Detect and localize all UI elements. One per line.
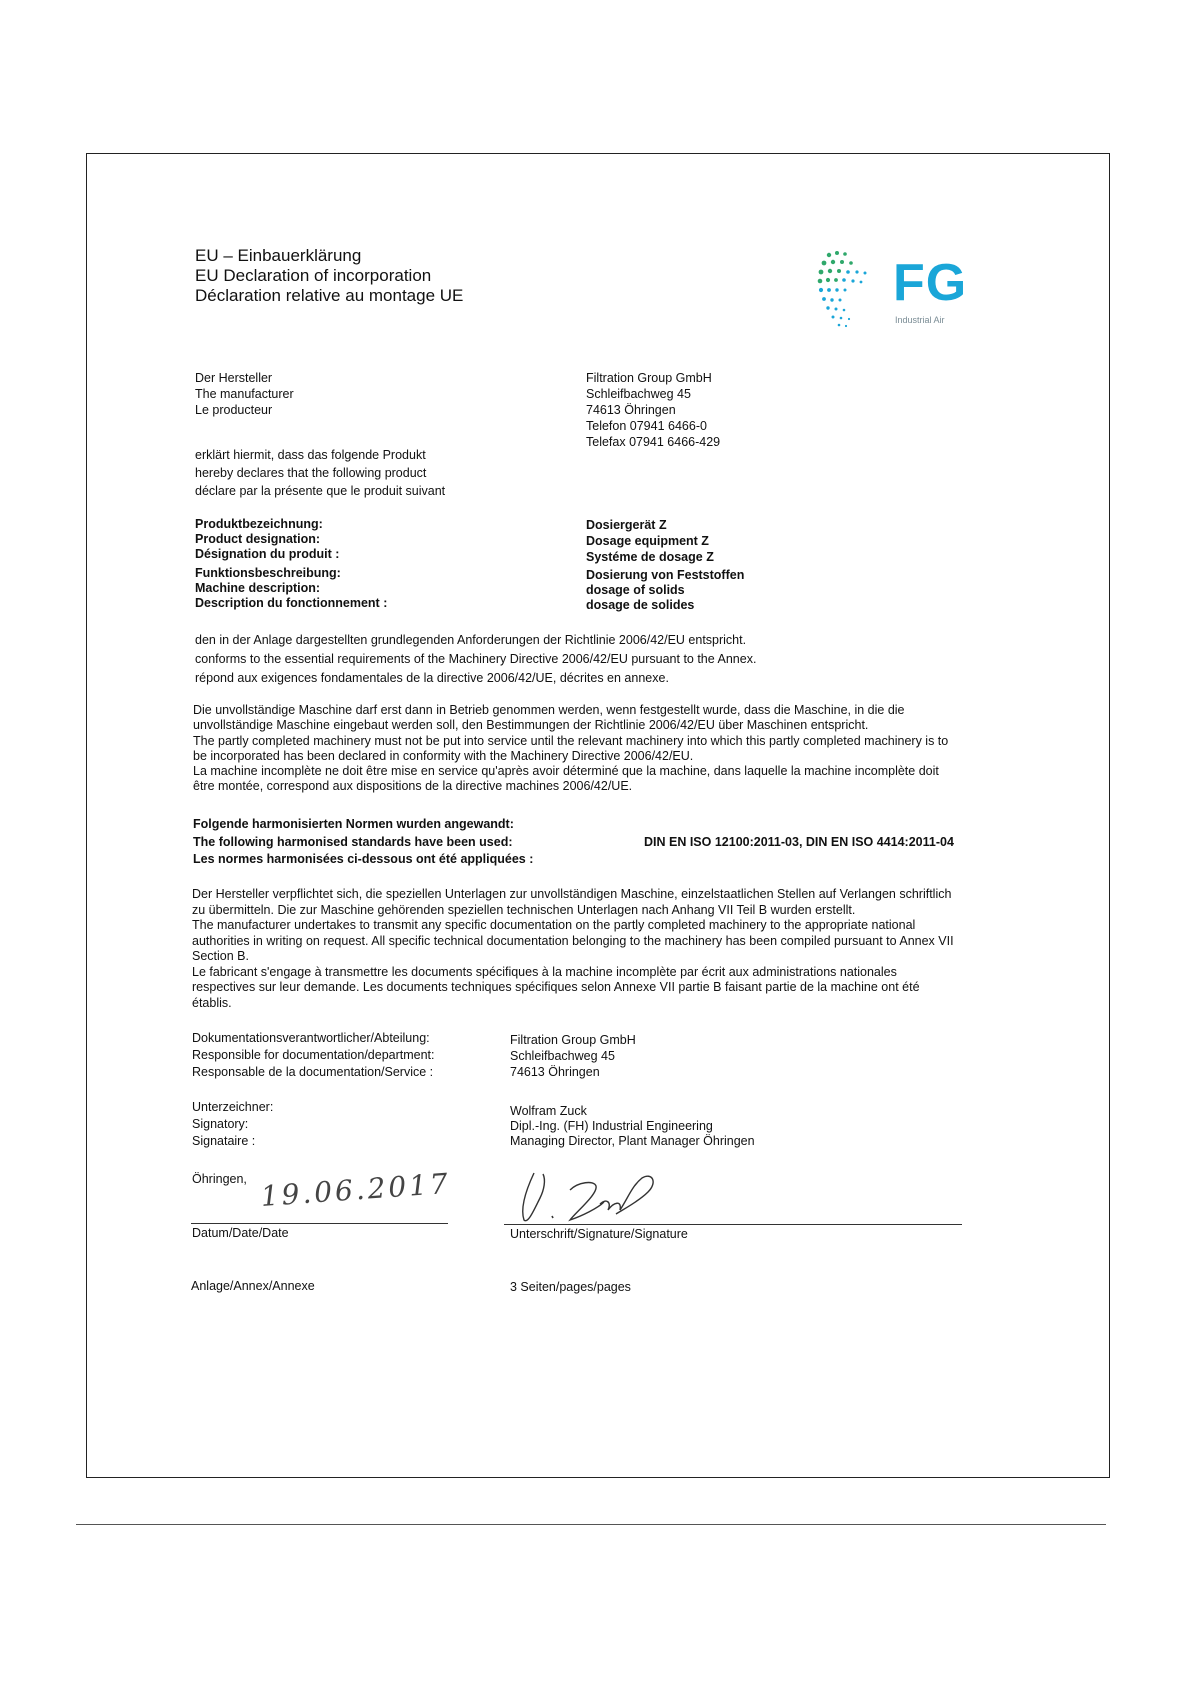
- obligation-line: Le fabricant s'engage à transmettre les documents spécifiques à la machine incomplète par écrit aux administrations nationales: [192, 964, 897, 979]
- documentation-label-fr: Responsable de la documentation/Service :: [192, 1065, 434, 1079]
- annex-label: Anlage/Annex/Annexe: [191, 1279, 315, 1293]
- logo-wordmark: FG: [893, 254, 968, 312]
- signature-line: [504, 1224, 962, 1225]
- standards-label-en: The following harmonised standards have been used:: [193, 834, 513, 849]
- signatory-name: Wolfram Zuck: [510, 1104, 587, 1118]
- conformity-de: den in der Anlage dargestellten grundlegenden Anforderungen der Richtlinie 2006/42/EU entspricht.: [195, 633, 747, 647]
- conformity-block: [195, 631, 756, 688]
- obligation-line: authorities in writing on request. All specific technical documentation belonging to the machinery has been compiled pursuant to Annex VII: [192, 933, 954, 948]
- partly-completed-line: La machine incomplète ne doit être mise en service qu'après avoir déterminé que la machine, dans laquelle la machine incomplète doit: [193, 764, 939, 779]
- partly-completed-line: The partly completed machinery must not be put into service until the relevant machinery into which this partly completed machinery is to: [193, 733, 949, 748]
- signatory-degree: Dipl.-Ing. (FH) Industrial Engineering: [510, 1119, 713, 1133]
- manufacturer-address: [586, 370, 720, 450]
- fg-logo: [815, 245, 1015, 333]
- obligation-line: respectives sur leur demande. Les documents techniques spécifiques selon Annexe VII partie B faisant partie de la machine ont été: [192, 980, 920, 994]
- date-caption: Datum/Date/Date: [192, 1226, 289, 1240]
- manufacturer-label-de: Der Hersteller: [195, 371, 273, 385]
- standards-label-fr: Les normes harmonisées ci-dessous ont été appliquées :: [193, 852, 534, 866]
- documentation-street: Schleifbachweg 45: [510, 1049, 615, 1063]
- standards-labels: [193, 816, 533, 869]
- documentation-label-en: Responsible for documentation/department:: [192, 1048, 435, 1062]
- footer-rule: [76, 1524, 1106, 1525]
- declares-en: hereby declares that the following product: [195, 466, 427, 480]
- logo-dots-icon: [815, 245, 895, 333]
- conformity-en: conforms to the essential requirements of the Machinery Directive 2006/42/EU pursuant to the Annex.: [195, 652, 757, 666]
- documentation-city: 74613 Öhringen: [510, 1065, 600, 1079]
- address-street: Schleifbachweg 45: [586, 387, 691, 401]
- address-phone: Telefon 07941 6466-0: [586, 419, 707, 433]
- address-company: Filtration Group GmbH: [586, 371, 712, 385]
- documentation-values: [510, 1032, 636, 1080]
- designation-values: [586, 517, 714, 565]
- declares-fr: déclare par la présente que le produit suivant: [195, 484, 446, 498]
- designation-label-de: Produktbezeichnung:: [195, 517, 323, 531]
- address-fax: Telefax 07941 6466-429: [586, 435, 721, 449]
- documentation-labels: [192, 1030, 435, 1081]
- designation-value-de: Dosiergerät Z: [586, 518, 667, 532]
- signatory-label-de: Unterzeichner:: [192, 1100, 274, 1114]
- signatory-label-en: Signatory:: [192, 1117, 249, 1131]
- conformity-fr: répond aux exigences fondamentales de la directive 2006/42/UE, décrites en annexe.: [195, 671, 669, 685]
- date-line: [191, 1223, 448, 1224]
- standards-value: DIN EN ISO 12100:2011-03, DIN EN ISO 4414:2011-04: [644, 835, 954, 849]
- declares-de: erklärt hiermit, dass das folgende Produkt: [195, 448, 426, 462]
- documentation-label-de: Dokumentationsverantwortlicher/Abteilung:: [192, 1031, 430, 1045]
- designation-labels: [195, 517, 339, 562]
- title-fr: Déclaration relative au montage UE: [195, 286, 464, 305]
- partly-completed-line: être montée, correspond aux dispositions de la directive machines 2006/42/UE.: [193, 779, 633, 794]
- obligation-line: Der Hersteller verpflichtet sich, die speziellen Unterlagen zur unvollständigen Maschine, einzelstaatlichen Stellen auf Verlangen schriftlich: [192, 887, 952, 901]
- obligation-line: établis.: [192, 995, 232, 1010]
- signatory-labels: [192, 1099, 273, 1150]
- handwritten-signature-icon: [512, 1168, 682, 1226]
- description-labels: [195, 566, 387, 611]
- title-de: EU – Einbauerklärung: [195, 246, 362, 265]
- manufacturer-labels: [195, 370, 294, 418]
- signatory-values: [510, 1104, 755, 1149]
- description-label-de: Funktionsbeschreibung:: [195, 566, 341, 580]
- declares-block: [195, 446, 445, 500]
- obligation-line: Section B.: [192, 949, 249, 963]
- standards-label-de: Folgende harmonisierten Normen wurden angewandt:: [193, 817, 514, 831]
- signature-caption: Unterschrift/Signature/Signature: [510, 1227, 688, 1241]
- annex-value: 3 Seiten/pages/pages: [510, 1280, 631, 1294]
- partly-completed-line: be incorporated has been declared in conformity with the Machinery Directive 2006/42/EU.: [193, 748, 694, 763]
- address-city: 74613 Öhringen: [586, 403, 676, 417]
- designation-value-en: Dosage equipment Z: [586, 534, 709, 548]
- partly-completed-line: Die unvollständige Maschine darf erst dann in Betrieb genommen werden, wenn festgestellt wurde, dass die Maschine, in die die: [193, 703, 905, 717]
- designation-value-fr: Systéme de dosage Z: [586, 550, 714, 564]
- signatory-role: Managing Director, Plant Manager Öhringen: [510, 1134, 755, 1148]
- obligation-line: zu übermitteln. Die zur Maschine gehörenden speziellen technischen Unterlagen nach Anhang VII Teil B wurden erstellt.: [192, 902, 856, 917]
- manufacturer-label-fr: Le producteur: [195, 403, 273, 417]
- obligation-block: [192, 887, 954, 1011]
- description-value-en: dosage of solids: [586, 583, 685, 597]
- handwritten-date: 19.06.2017: [259, 1166, 452, 1214]
- partly-completed-block: [193, 703, 948, 795]
- manufacturer-label-en: The manufacturer: [195, 387, 294, 401]
- title-en: EU Declaration of incorporation: [195, 266, 432, 285]
- place-label: Öhringen,: [192, 1172, 247, 1186]
- description-label-en: Machine description:: [195, 581, 321, 595]
- designation-label-en: Product designation:: [195, 532, 320, 546]
- obligation-line: The manufacturer undertakes to transmit any specific documentation on the partly completed machinery to the appropriate national: [192, 918, 916, 932]
- designation-label-fr: Désignation du produit :: [195, 547, 340, 561]
- signatory-label-fr: Signataire :: [192, 1134, 256, 1148]
- logo-tagline: Industrial Air: [895, 315, 945, 325]
- documentation-company: Filtration Group GmbH: [510, 1033, 636, 1047]
- description-value-de: Dosierung von Feststoffen: [586, 568, 745, 582]
- partly-completed-line: unvollständige Maschine eingebaut werden soll, den Bestimmungen der Richtlinie 2006/42/EU über Maschinen entspricht.: [193, 718, 869, 733]
- description-label-fr: Description du fonctionnement :: [195, 596, 388, 610]
- description-value-fr: dosage de solides: [586, 598, 695, 612]
- description-values: [586, 568, 744, 613]
